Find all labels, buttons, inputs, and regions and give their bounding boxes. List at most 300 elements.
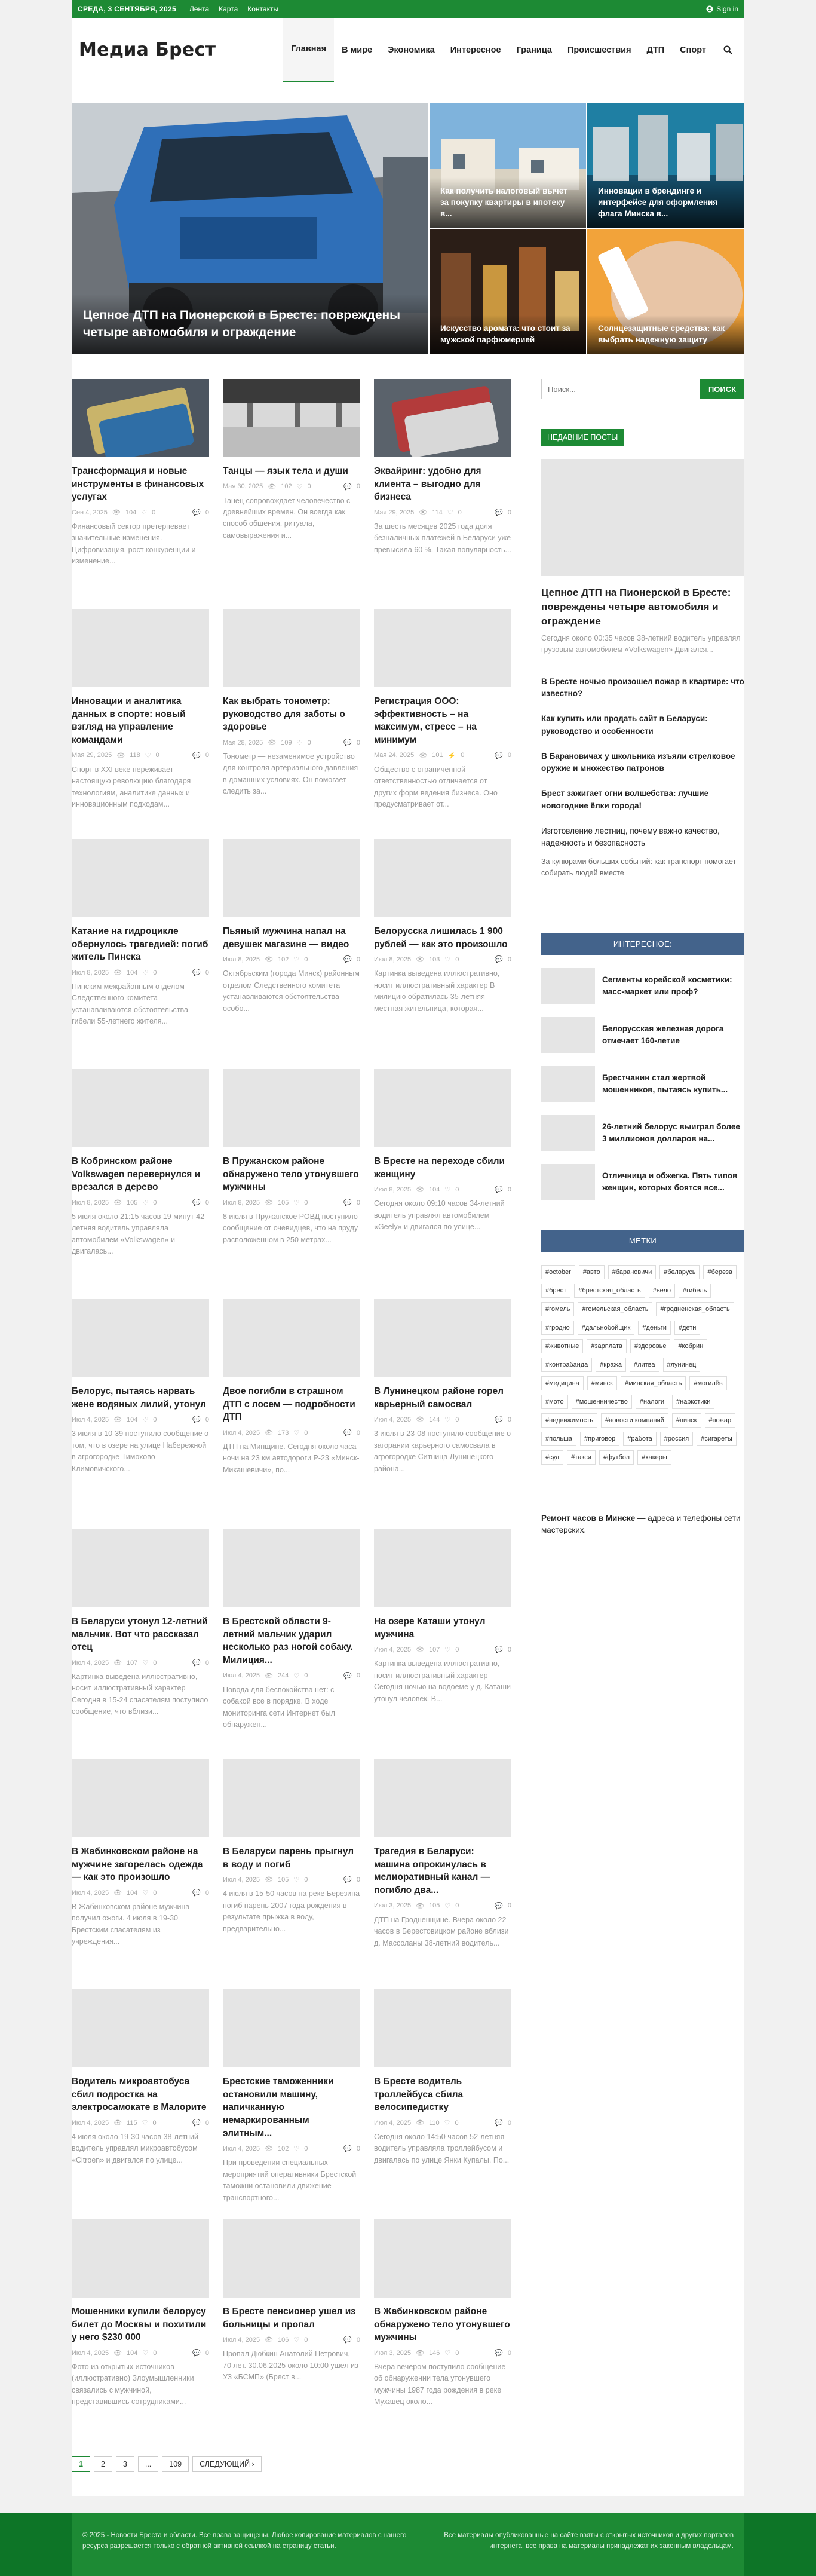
nav-item-world[interactable]: В мире [342, 45, 373, 55]
article-comments: 0 [356, 483, 360, 491]
like-icon: ♡ [444, 956, 451, 964]
tag-link[interactable]: #такси [567, 1450, 596, 1465]
article-likes: 0 [455, 1416, 459, 1423]
article-card[interactable] [223, 379, 360, 609]
article-card[interactable] [72, 1759, 209, 1989]
article-meta [223, 1672, 360, 1680]
article-date: Июл 8, 2025 [223, 955, 260, 963]
views-icon: 👁 [116, 752, 125, 759]
article-likes: 0 [455, 1186, 459, 1193]
article-thumbnail[interactable] [72, 1299, 209, 1377]
article-thumbnail[interactable] [223, 839, 360, 917]
like-icon: ♡ [444, 2350, 451, 2357]
hero-tile-2-title: Инновации в брендинге и интерфейсе для оформления флага Минска в... [587, 177, 744, 228]
recent-link[interactable]: В Бресте ночью произошел пожар в квартире: что известно? [541, 676, 744, 699]
article-date: Июл 4, 2025 [223, 1876, 260, 1883]
article-thumbnail[interactable] [374, 609, 511, 687]
article-title[interactable]: Белорус, пытаясь нарвать жене водяных лилий, утонул [72, 1386, 206, 1410]
article-title[interactable]: Двое погибли в страшном ДТП с лосем — подробности ДТП [223, 1386, 355, 1423]
article-views: 102 [278, 2145, 289, 2152]
article-date: Июл 8, 2025 [223, 1199, 260, 1206]
article-thumbnail[interactable] [72, 1759, 209, 1837]
article-likes: 0 [153, 1416, 157, 1423]
article-thumbnail[interactable] [72, 1529, 209, 1607]
like-icon: ⚡ [447, 752, 456, 759]
article-title[interactable]: Эквайринг: удобно для клиента – выгодно для бизнеса [374, 466, 481, 503]
article-card[interactable] [223, 1529, 360, 1759]
article-title[interactable]: Трагедия в Беларуси: машина опрокинулась в мелиоративный канал — погибло два... [374, 1846, 490, 1896]
tag-link[interactable]: #работа [623, 1432, 657, 1446]
article-date: Июл 4, 2025 [223, 1672, 260, 1680]
like-icon: ♡ [296, 483, 303, 491]
hero-tile-2[interactable] [587, 103, 744, 229]
tag-link[interactable]: #авто [579, 1265, 605, 1279]
article-thumbnail[interactable] [374, 1759, 511, 1837]
article-thumbnail[interactable] [223, 379, 360, 457]
tag-link[interactable]: #дети [674, 1321, 700, 1335]
article-thumbnail[interactable] [223, 1989, 360, 2067]
article-views: 105 [429, 1902, 440, 1910]
article-comments: 0 [507, 955, 511, 963]
article-card[interactable] [72, 1299, 209, 1529]
tag-link[interactable]: #брестская_область [574, 1284, 645, 1298]
article-card[interactable] [223, 1069, 360, 1299]
tag-link[interactable]: #пожар [705, 1413, 736, 1428]
sidebar [541, 379, 744, 2496]
article-comments: 0 [205, 2349, 209, 2357]
article-thumbnail[interactable] [72, 609, 209, 687]
tag-link[interactable]: #мошенничество [572, 1395, 632, 1409]
article-thumbnail[interactable] [374, 1529, 511, 1607]
article-thumbnail[interactable] [72, 1069, 209, 1147]
article-card[interactable] [374, 1989, 511, 2219]
article-title[interactable]: Как выбрать тонометр: руководство для заботы о здоровье [223, 696, 345, 733]
article-title[interactable]: В Бресте на переходе сбили женщину [374, 1156, 505, 1180]
comment-icon: 💬 [192, 752, 201, 759]
article-thumbnail[interactable] [374, 2219, 511, 2298]
article-meta [223, 2336, 360, 2344]
recent-featured[interactable] [541, 459, 744, 656]
article-views: 114 [432, 509, 443, 516]
interesting-item[interactable] [541, 1115, 744, 1151]
tag-link[interactable]: #животные [541, 1339, 583, 1353]
tag-link[interactable]: #медицина [541, 1376, 584, 1390]
views-icon: 👁 [265, 1429, 274, 1437]
article-meta [223, 2145, 360, 2152]
article-date: Июл 4, 2025 [72, 1659, 109, 1667]
hero-tile-1[interactable] [429, 103, 587, 229]
article-title[interactable]: На озере Каташи утонул мужчина [374, 1616, 486, 1640]
views-icon: 👁 [113, 1889, 122, 1897]
article-thumbnail[interactable] [374, 1299, 511, 1377]
article-title[interactable]: Белорусска лишилась 1 900 рублей — как это произошло [374, 926, 508, 949]
tag-link[interactable]: #контрабанда [541, 1358, 592, 1372]
article-title[interactable]: Мошенники купили белорусу билет до Москвы и похитили у него $230 000 [72, 2307, 207, 2343]
article-card[interactable] [223, 2219, 360, 2449]
article-date: Июл 3, 2025 [374, 2349, 412, 2357]
article-comments: 0 [356, 2145, 360, 2152]
page-next[interactable]: СЛЕДУЮЩИЙ › [192, 2456, 262, 2472]
nav-item-border[interactable]: Граница [516, 45, 552, 55]
article-meta [374, 509, 511, 516]
article-views: 110 [429, 2119, 440, 2127]
article-date: Мая 29, 2025 [374, 509, 415, 516]
tag-link[interactable]: #вело [649, 1284, 675, 1298]
article-title[interactable]: В Брестской области 9-летний мальчик ударил несколько раз ногой собаку. Милиция... [223, 1616, 354, 1666]
article-card[interactable] [223, 839, 360, 1069]
article-thumbnail[interactable] [223, 1069, 360, 1147]
tag-link[interactable]: #гомель [541, 1302, 574, 1316]
site-logo[interactable]: Медиа Брест [79, 39, 216, 60]
like-icon: ♡ [293, 2336, 300, 2344]
article-views: 144 [429, 1416, 440, 1423]
tag-link[interactable]: #налоги [636, 1395, 668, 1409]
article-comments: 0 [356, 1672, 360, 1680]
article-thumbnail[interactable] [223, 1759, 360, 1837]
article-card[interactable] [72, 1529, 209, 1759]
article-likes: 0 [304, 2336, 308, 2344]
article-meta [72, 1199, 209, 1206]
footer-inner [72, 2513, 744, 2576]
views-icon: 👁 [416, 1902, 425, 1910]
article-excerpt: Сегодня около 14:50 часов 52-летняя водитель управляла троллейбусом и двигалась по улице Янки Купалы. По... [374, 2133, 510, 2164]
tag-link[interactable]: #приговор [580, 1432, 619, 1446]
nav-item-interesting[interactable]: Интересное [450, 45, 501, 55]
article-card[interactable] [223, 609, 360, 839]
tag-link[interactable]: #минск [587, 1376, 617, 1390]
page-3[interactable]: 3 [116, 2456, 134, 2472]
hero-main-story[interactable] [72, 103, 429, 355]
views-icon: 👁 [113, 1199, 122, 1207]
article-card[interactable] [72, 379, 209, 609]
article-likes: 0 [455, 955, 459, 963]
interesting-title[interactable]: Отличница и обжегка. Пять типов женщин, которых боятся все... [602, 1171, 738, 1192]
tag-link[interactable]: #лунинец [663, 1358, 701, 1372]
article-excerpt: Картинка выведена иллюстративно, носит иллюстративный характер Сегодня в 15-24 спасателям поступило сообщение, что вблизи... [72, 1673, 208, 1716]
article-excerpt: 8 июля в Пружанское РОВД поступило сообщение от очевидцев, что на пруду расположенном в 250 метрах... [223, 1212, 358, 1244]
article-excerpt: Пропал Дюбкин Анатолий Петрович, 70 лет. 30.06.2025 около 10:00 ушел из УЗ «БСМП» (Брест в... [223, 2350, 358, 2382]
like-icon: ♡ [293, 1429, 300, 1437]
article-card[interactable] [72, 1989, 209, 2219]
page-2[interactable]: 2 [94, 2456, 112, 2472]
article-views: 118 [130, 752, 140, 759]
posts-column [72, 379, 526, 2496]
article-thumbnail[interactable] [223, 609, 360, 687]
article-excerpt: В Жабинковском районе мужчина получил ожоги. 4 июля в 19-30 Брестским спасателям из учреждения... [72, 1903, 190, 1946]
article-card[interactable] [72, 2219, 209, 2449]
article-card[interactable] [374, 1759, 511, 1989]
topbar-strip [72, 0, 744, 18]
repair-promo[interactable] [541, 1512, 744, 1537]
article-thumbnail[interactable] [72, 839, 209, 917]
article-card[interactable] [374, 2219, 511, 2449]
article-meta [72, 1889, 209, 1897]
topbar [0, 0, 816, 18]
tags-heading: МЕТКИ [541, 1230, 744, 1252]
repair-promo-text: — адреса и телефоны сети мастерских. [541, 1513, 741, 1535]
article-excerpt: 3 июля в 23-08 поступило сообщение о загорании карьерного самосвала в агрогородке Ситница Лунинецкого района... [374, 1429, 511, 1473]
article-views: 104 [127, 1416, 138, 1423]
article-thumbnail[interactable] [374, 1069, 511, 1147]
article-title[interactable]: Трансформация и новые инструменты в финансовых услугах [72, 466, 204, 503]
comment-icon: 💬 [495, 1186, 503, 1194]
page-last[interactable]: 109 [162, 2456, 189, 2472]
interesting-thumb [541, 1115, 595, 1151]
like-icon: ♡ [142, 1199, 149, 1207]
article-card[interactable] [72, 839, 209, 1069]
article-thumbnail[interactable] [223, 2219, 360, 2298]
nav-item-dtp[interactable]: ДТП [646, 45, 665, 55]
search-button[interactable]: ПОИСК [700, 379, 744, 399]
article-title[interactable]: Регистрация ООО: эффективность – на максимум, стресс – на минимум [374, 696, 477, 746]
article-likes: 0 [304, 1876, 308, 1883]
topbar-link-feed[interactable]: Лента [189, 5, 210, 13]
article-excerpt: Тонометр — незаменимое устройство для контроля артериального давления в домашних условиях. Он помогает следить за... [223, 752, 358, 796]
recent-link[interactable]: В Барановичах у школьника изъяли стрелковое оружие и множество патронов [541, 751, 735, 773]
article-meta [72, 2119, 209, 2127]
page-1[interactable]: 1 [72, 2456, 90, 2472]
views-icon: 👁 [112, 509, 121, 517]
article-comments: 0 [356, 1199, 360, 1206]
interesting-title[interactable]: Сегменты корейской косметики: масс-маркет или проф? [602, 975, 732, 996]
like-icon: ♡ [444, 1646, 451, 1654]
article-date: Сен 4, 2025 [72, 509, 108, 516]
article-meta [374, 1186, 511, 1193]
comment-icon: 💬 [192, 1659, 201, 1667]
recent-featured-title[interactable]: Цепное ДТП на Пионерской в Бресте: повреждены четыре автомобиля и ограждение [541, 587, 731, 627]
article-title[interactable]: В Лунинецком районе горел карьерный самосвал [374, 1386, 504, 1410]
tag-link[interactable]: #мото [541, 1395, 568, 1409]
tag-link[interactable]: #беларусь [659, 1265, 700, 1279]
article-likes: 0 [455, 1646, 459, 1653]
article-title[interactable]: В Беларуси парень прыгнул в воду и погиб [223, 1846, 354, 1870]
tag-link[interactable]: #береза [703, 1265, 737, 1279]
article-comments: 0 [205, 2119, 209, 2127]
article-views: 146 [429, 2349, 440, 2357]
comment-icon: 💬 [495, 956, 503, 964]
interesting-thumb [541, 968, 595, 1004]
article-comments: 0 [205, 1416, 209, 1423]
article-thumbnail[interactable] [72, 1989, 209, 2067]
article-card[interactable] [374, 379, 511, 609]
like-icon: ♡ [142, 2350, 149, 2357]
article-meta [72, 752, 209, 759]
article-views: 244 [278, 1672, 289, 1680]
article-title[interactable]: В Беларуси утонул 12-летний мальчик. Вот что рассказал отец [72, 1616, 208, 1653]
article-card[interactable] [223, 1299, 360, 1529]
tag-link[interactable]: #брест [541, 1284, 570, 1298]
recent-link[interactable]: За купюрами больших событий: как транспорт помогает собирать людей вместе [541, 857, 737, 878]
tag-link[interactable]: #кража [596, 1358, 626, 1372]
article-date: Мая 29, 2025 [72, 752, 112, 759]
article-title[interactable]: В Кобринском районе Volkswagen перевернулся и врезался в дерево [72, 1156, 201, 1193]
like-icon: ♡ [444, 1902, 451, 1910]
article-title[interactable]: В Пружанском районе обнаружено тело утонувшего мужчины [223, 1156, 359, 1193]
recent-featured-image [541, 459, 744, 576]
site-footer [0, 2513, 816, 2576]
posts-grid [72, 379, 526, 2449]
article-meta [72, 1416, 209, 1423]
tag-link[interactable]: #минская_область [621, 1376, 686, 1390]
tag-link[interactable]: #россия [660, 1432, 693, 1446]
article-excerpt: ДТП на Минщине. Сегодня около часа ночи на 23 км автодороги Р-23 «Минск-Микашевичи», по... [223, 1442, 360, 1474]
article-comments: 0 [356, 1429, 360, 1436]
article-date: Июл 8, 2025 [72, 1199, 109, 1206]
interesting-title[interactable]: 26-летний белорус выиграл более 3 миллионов долларов на... [602, 1122, 740, 1143]
tag-link[interactable]: #наркотики [672, 1395, 714, 1409]
hero-tile-4[interactable] [587, 229, 744, 355]
pagination [72, 2456, 526, 2496]
tag-link[interactable]: #польша [541, 1432, 576, 1446]
article-card[interactable] [223, 1989, 360, 2219]
article-card[interactable] [223, 1759, 360, 1989]
nav-item-home[interactable]: Главная [283, 18, 334, 82]
article-thumbnail[interactable] [72, 379, 209, 457]
like-icon: ♡ [293, 956, 300, 964]
article-title[interactable]: Танцы — язык тела и души [223, 466, 348, 476]
article-title[interactable]: Катание на гидроцикле обернулось трагедией: погиб житель Пинска [72, 926, 208, 963]
article-comments: 0 [205, 1889, 209, 1897]
views-icon: 👁 [416, 1646, 425, 1654]
tag-link[interactable]: #пинск [672, 1413, 701, 1428]
article-card[interactable] [374, 1069, 511, 1299]
article-excerpt: Картинка выведена иллюстративно, носит иллюстративный характер В милицию обратилась 35-летняя местная жительница, которая... [374, 969, 500, 1013]
article-excerpt: Пинским межрайонным отделом Следственного комитета устанавливаются обстоятельства гибели 55-летнего жителя... [72, 982, 188, 1026]
topbar-link-contacts[interactable]: Контакты [247, 5, 279, 13]
comment-icon: 💬 [495, 1646, 503, 1654]
article-excerpt: 3 июля в 10-39 поступило сообщение о том, что в озере на улице Набережной в агрогородке Тимохово Климовичского... [72, 1429, 209, 1473]
interesting-title[interactable]: Брестчанин стал жертвой мошенников, пытаясь купить... [602, 1073, 728, 1094]
hero-grid [72, 103, 744, 355]
article-thumbnail[interactable] [374, 1989, 511, 2067]
tag-link[interactable]: #кобрин [674, 1339, 707, 1353]
recent-link[interactable]: Как купить или продать сайт в Беларуси: руководство и особенности [541, 714, 708, 736]
tag-link[interactable]: #литва [630, 1358, 659, 1372]
article-title[interactable]: Инновации и аналитика данных в спорте: новый взгляд на управление командами [72, 696, 186, 746]
article-title[interactable]: В Бресте водитель троллейбуса сбила велосипедистку [374, 2076, 464, 2113]
hero-tile-3[interactable] [429, 229, 587, 355]
article-title[interactable]: Брестские таможенники остановили машину, напичканную немаркированным элитным... [223, 2076, 334, 2139]
article-thumbnail[interactable] [72, 2219, 209, 2298]
recent-link[interactable]: Изготовление лестниц, почему важно качество, надежность и безопасность [541, 826, 720, 848]
tag-link[interactable]: #новости компаний [601, 1413, 668, 1428]
tag-link[interactable]: #сигареты [697, 1432, 736, 1446]
article-views: 104 [429, 1186, 440, 1193]
views-icon: 👁 [265, 2145, 274, 2153]
article-thumbnail[interactable] [223, 1299, 360, 1377]
interesting-item[interactable] [541, 1017, 744, 1053]
tag-link[interactable]: #гибель [679, 1284, 711, 1298]
article-card[interactable] [374, 839, 511, 1069]
like-icon: ♡ [296, 739, 303, 747]
article-meta [72, 509, 209, 516]
article-thumbnail[interactable] [374, 839, 511, 917]
article-title[interactable]: Пьяный мужчина напал на девушек магазине — видео [223, 926, 349, 949]
recent-link[interactable]: Брест зажигает огни волшебства: лучшие новогодние ёлки города! [541, 789, 709, 810]
hero-tile-1-title: Как получить налоговый вычет за покупку квартиры в ипотеку в... [430, 177, 586, 228]
tag-link[interactable]: #футбол [599, 1450, 634, 1465]
article-card[interactable] [374, 1299, 511, 1529]
comment-icon: 💬 [343, 2336, 352, 2344]
article-comments: 0 [507, 1186, 511, 1193]
views-icon: 👁 [416, 1186, 425, 1194]
repair-promo-title[interactable]: Ремонт часов в Минске [541, 1513, 636, 1523]
article-title[interactable]: В Жабинковском районе обнаружено тело утонувшего мужчины [374, 2307, 510, 2343]
comment-icon: 💬 [343, 1672, 352, 1680]
article-views: 115 [127, 2119, 137, 2127]
like-icon: ♡ [142, 1416, 149, 1424]
tag-link[interactable]: #деньги [638, 1321, 671, 1335]
main-nav [283, 18, 737, 82]
tag-link[interactable]: #october [541, 1265, 575, 1279]
like-icon: ♡ [142, 1659, 149, 1667]
tag-link[interactable]: #гомельская_область [578, 1302, 652, 1316]
nav-item-sport[interactable]: Спорт [680, 45, 706, 55]
article-card[interactable] [72, 1069, 209, 1299]
search-input[interactable] [541, 379, 700, 399]
article-card[interactable] [72, 609, 209, 839]
comment-icon: 💬 [495, 509, 503, 517]
comment-icon: 💬 [495, 752, 503, 759]
recent-posts-label: НЕДАВНИЕ ПОСТЫ [541, 429, 624, 446]
signin-button[interactable] [706, 5, 738, 13]
tag-link[interactable]: #хакеры [637, 1450, 671, 1465]
site-header [72, 18, 744, 82]
article-card[interactable] [374, 1529, 511, 1759]
article-title[interactable]: В Жабинковском районе на мужчине загорелась одежда — как это произошло [72, 1846, 203, 1883]
tag-link[interactable]: #гродно [541, 1321, 574, 1335]
tag-link[interactable]: #суд [541, 1450, 563, 1465]
views-icon: 👁 [268, 483, 277, 491]
article-date: Мая 30, 2025 [223, 483, 263, 491]
views-icon: 👁 [265, 956, 274, 964]
comment-icon: 💬 [495, 1902, 503, 1910]
views-icon: 👁 [265, 1876, 274, 1884]
nav-search-button[interactable] [714, 18, 737, 82]
article-title[interactable]: В Бресте пенсионер ушел из больницы и пропал [223, 2307, 355, 2330]
article-meta [374, 1646, 511, 1653]
tag-link[interactable]: #дальнобойщик [578, 1321, 635, 1335]
article-title[interactable]: Водитель микроавтобуса сбил подростка на электросамокате в Малорите [72, 2076, 207, 2113]
tag-link[interactable]: #барановичи [608, 1265, 657, 1279]
article-likes: 0 [304, 2145, 308, 2152]
article-date: Июл 4, 2025 [374, 1646, 412, 1653]
like-icon: ♡ [142, 2119, 148, 2127]
article-excerpt: Танец сопровождает человечество с древнейших времен. Он всегда как способ общения, ритуала, самовыражения и... [223, 496, 351, 540]
article-thumbnail[interactable] [374, 379, 511, 457]
interesting-item[interactable] [541, 1164, 744, 1200]
article-views: 103 [429, 955, 440, 963]
article-date: Июл 8, 2025 [374, 1186, 412, 1193]
tag-link[interactable]: #гродненская_область [656, 1302, 734, 1316]
tag-link[interactable]: #недвижимость [541, 1413, 597, 1428]
views-icon: 👁 [265, 1672, 274, 1680]
nav-item-economy[interactable]: Экономика [388, 45, 435, 55]
article-views: 102 [281, 483, 292, 491]
tag-link[interactable]: #здоровье [630, 1339, 670, 1353]
topbar-link-map[interactable]: Карта [219, 5, 238, 13]
interesting-item[interactable] [541, 968, 744, 1004]
nav-item-incidents[interactable]: Происшествия [567, 45, 631, 55]
article-thumbnail[interactable] [223, 1529, 360, 1607]
article-meta [223, 739, 360, 746]
article-card[interactable] [374, 609, 511, 839]
tag-link[interactable]: #зарплата [587, 1339, 627, 1353]
article-excerpt: Фото из открытых источников (иллюстративно) Злоумышленники связались с мужчиной, представившись сотрудниками... [72, 2363, 194, 2406]
interesting-item[interactable] [541, 1066, 744, 1102]
tag-link[interactable]: #могилёв [689, 1376, 726, 1390]
interesting-title[interactable]: Белорусская железная дорога отмечает 160-летие [602, 1024, 724, 1045]
